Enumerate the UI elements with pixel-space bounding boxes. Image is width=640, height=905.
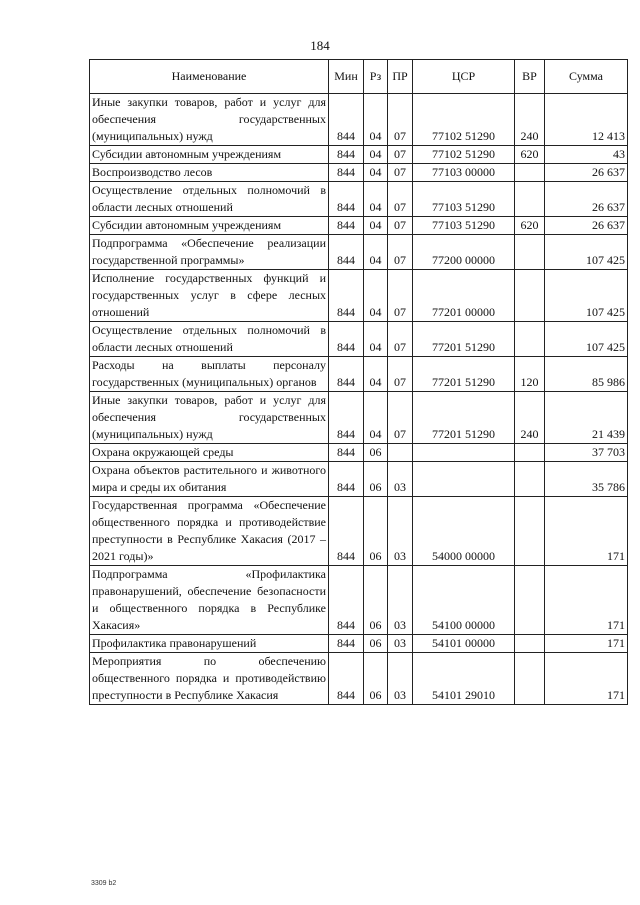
footer-code: 3309 b2 (91, 880, 117, 887)
cell-min: 844 (329, 357, 364, 392)
cell-sum: 85 986 (545, 357, 628, 392)
cell-name: Субсидии автономным учреждениям (90, 217, 329, 235)
cell-csr: 77201 51290 (413, 392, 515, 444)
column-header-rz: Рз (364, 60, 388, 94)
column-header-min: Мин (329, 60, 364, 94)
cell-min: 844 (329, 164, 364, 182)
cell-rz: 04 (364, 94, 388, 146)
table-row (90, 635, 628, 653)
column-header-name: Наименование (90, 60, 329, 94)
table-row (90, 322, 628, 357)
cell-pr: 03 (388, 566, 413, 635)
cell-pr: 07 (388, 392, 413, 444)
table-row (90, 497, 628, 566)
cell-rz: 04 (364, 182, 388, 217)
cell-name: Расходы на выплаты персоналу государственных (муниципальных) органов (90, 357, 329, 392)
cell-min: 844 (329, 322, 364, 357)
cell-vr (515, 182, 545, 217)
cell-min: 844 (329, 462, 364, 497)
cell-sum: 43 (545, 146, 628, 164)
cell-name: Мероприятия по обеспечению общественного порядка и противодействию преступности в Республике Хакасия (90, 653, 329, 705)
cell-min: 844 (329, 635, 364, 653)
cell-rz: 04 (364, 357, 388, 392)
cell-rz: 06 (364, 497, 388, 566)
page-number: 184 (310, 38, 330, 53)
cell-pr: 07 (388, 357, 413, 392)
cell-sum: 107 425 (545, 322, 628, 357)
cell-sum: 21 439 (545, 392, 628, 444)
table-row (90, 392, 628, 444)
cell-pr: 07 (388, 94, 413, 146)
cell-sum: 26 637 (545, 182, 628, 217)
cell-min: 844 (329, 217, 364, 235)
cell-vr (515, 235, 545, 270)
cell-name: Подпрограмма «Обеспечение реализации государственной программы» (90, 235, 329, 270)
table-row (90, 217, 628, 235)
cell-pr: 03 (388, 497, 413, 566)
cell-rz: 06 (364, 566, 388, 635)
cell-vr (515, 462, 545, 497)
cell-sum: 171 (545, 566, 628, 635)
cell-sum: 171 (545, 635, 628, 653)
cell-sum: 26 637 (545, 217, 628, 235)
cell-pr: 07 (388, 146, 413, 164)
table-header-row (90, 60, 628, 94)
cell-sum: 171 (545, 653, 628, 705)
table-row (90, 357, 628, 392)
budget-table (89, 59, 628, 705)
cell-vr: 620 (515, 146, 545, 164)
cell-pr (388, 444, 413, 462)
table-row (90, 462, 628, 497)
cell-vr (515, 497, 545, 566)
cell-csr: 77102 51290 (413, 146, 515, 164)
cell-rz: 04 (364, 164, 388, 182)
cell-name: Охрана окружающей среды (90, 444, 329, 462)
cell-csr: 54101 29010 (413, 653, 515, 705)
cell-csr: 77201 51290 (413, 322, 515, 357)
cell-csr: 77103 51290 (413, 217, 515, 235)
cell-min: 844 (329, 94, 364, 146)
cell-name: Иные закупки товаров, работ и услуг для обеспечения государственных (муниципальных) нужд (90, 94, 329, 146)
table-row (90, 164, 628, 182)
cell-name: Воспроизводство лесов (90, 164, 329, 182)
cell-vr (515, 635, 545, 653)
cell-sum: 12 413 (545, 94, 628, 146)
cell-vr (515, 270, 545, 322)
cell-rz: 06 (364, 462, 388, 497)
table-row (90, 444, 628, 462)
cell-sum: 37 703 (545, 444, 628, 462)
table-row (90, 566, 628, 635)
cell-name: Подпрограмма «Профилактика правонарушений, обеспечение безопасности и общественного порядка в Республике Хакасия» (90, 566, 329, 635)
cell-rz: 04 (364, 235, 388, 270)
cell-name: Исполнение государственных функций и государственных услуг в сфере лесных отношений (90, 270, 329, 322)
cell-sum: 107 425 (545, 235, 628, 270)
cell-rz: 04 (364, 146, 388, 164)
cell-name: Охрана объектов растительного и животного мира и среды их обитания (90, 462, 329, 497)
cell-vr (515, 653, 545, 705)
cell-rz: 06 (364, 653, 388, 705)
cell-min: 844 (329, 444, 364, 462)
column-header-csr: ЦСР (413, 60, 515, 94)
table-row (90, 94, 628, 146)
cell-vr: 240 (515, 392, 545, 444)
cell-vr (515, 444, 545, 462)
cell-sum: 35 786 (545, 462, 628, 497)
cell-pr: 07 (388, 182, 413, 217)
column-header-sum: Сумма (545, 60, 628, 94)
cell-csr: 77201 51290 (413, 357, 515, 392)
cell-min: 844 (329, 235, 364, 270)
cell-min: 844 (329, 653, 364, 705)
cell-pr: 07 (388, 217, 413, 235)
cell-min: 844 (329, 566, 364, 635)
cell-min: 844 (329, 497, 364, 566)
cell-vr: 620 (515, 217, 545, 235)
cell-vr (515, 566, 545, 635)
cell-name: Государственная программа «Обеспечение общественного порядка и противодействие преступности в Республике Хакасия (2017 – 2021 годы)» (90, 497, 329, 566)
cell-rz: 04 (364, 392, 388, 444)
column-header-pr: ПР (388, 60, 413, 94)
cell-rz: 06 (364, 444, 388, 462)
table-row (90, 653, 628, 705)
cell-vr: 240 (515, 94, 545, 146)
cell-rz: 04 (364, 217, 388, 235)
cell-pr: 07 (388, 235, 413, 270)
cell-csr: 77102 51290 (413, 94, 515, 146)
cell-name: Иные закупки товаров, работ и услуг для обеспечения государственных (муниципальных) нужд (90, 392, 329, 444)
cell-pr: 03 (388, 635, 413, 653)
cell-rz: 04 (364, 270, 388, 322)
cell-csr (413, 444, 515, 462)
cell-csr: 54100 00000 (413, 566, 515, 635)
cell-vr (515, 164, 545, 182)
table-row (90, 182, 628, 217)
cell-min: 844 (329, 270, 364, 322)
cell-rz: 04 (364, 322, 388, 357)
table-row (90, 270, 628, 322)
cell-min: 844 (329, 146, 364, 164)
cell-csr (413, 462, 515, 497)
column-header-vr: ВР (515, 60, 545, 94)
cell-pr: 07 (388, 322, 413, 357)
cell-pr: 03 (388, 653, 413, 705)
cell-csr: 54101 00000 (413, 635, 515, 653)
cell-pr: 03 (388, 462, 413, 497)
cell-vr: 120 (515, 357, 545, 392)
cell-rz: 06 (364, 635, 388, 653)
cell-pr: 07 (388, 164, 413, 182)
cell-min: 844 (329, 392, 364, 444)
cell-sum: 171 (545, 497, 628, 566)
table-row (90, 235, 628, 270)
cell-name: Профилактика правонарушений (90, 635, 329, 653)
cell-csr: 54000 00000 (413, 497, 515, 566)
cell-name: Субсидии автономным учреждениям (90, 146, 329, 164)
cell-pr: 07 (388, 270, 413, 322)
cell-csr: 77103 00000 (413, 164, 515, 182)
cell-name: Осуществление отдельных полномочий в области лесных отношений (90, 182, 329, 217)
table-row (90, 146, 628, 164)
cell-csr: 77103 51290 (413, 182, 515, 217)
cell-csr: 77201 00000 (413, 270, 515, 322)
cell-name: Осуществление отдельных полномочий в области лесных отношений (90, 322, 329, 357)
cell-sum: 26 637 (545, 164, 628, 182)
cell-sum: 107 425 (545, 270, 628, 322)
cell-min: 844 (329, 182, 364, 217)
cell-csr: 77200 00000 (413, 235, 515, 270)
cell-vr (515, 322, 545, 357)
